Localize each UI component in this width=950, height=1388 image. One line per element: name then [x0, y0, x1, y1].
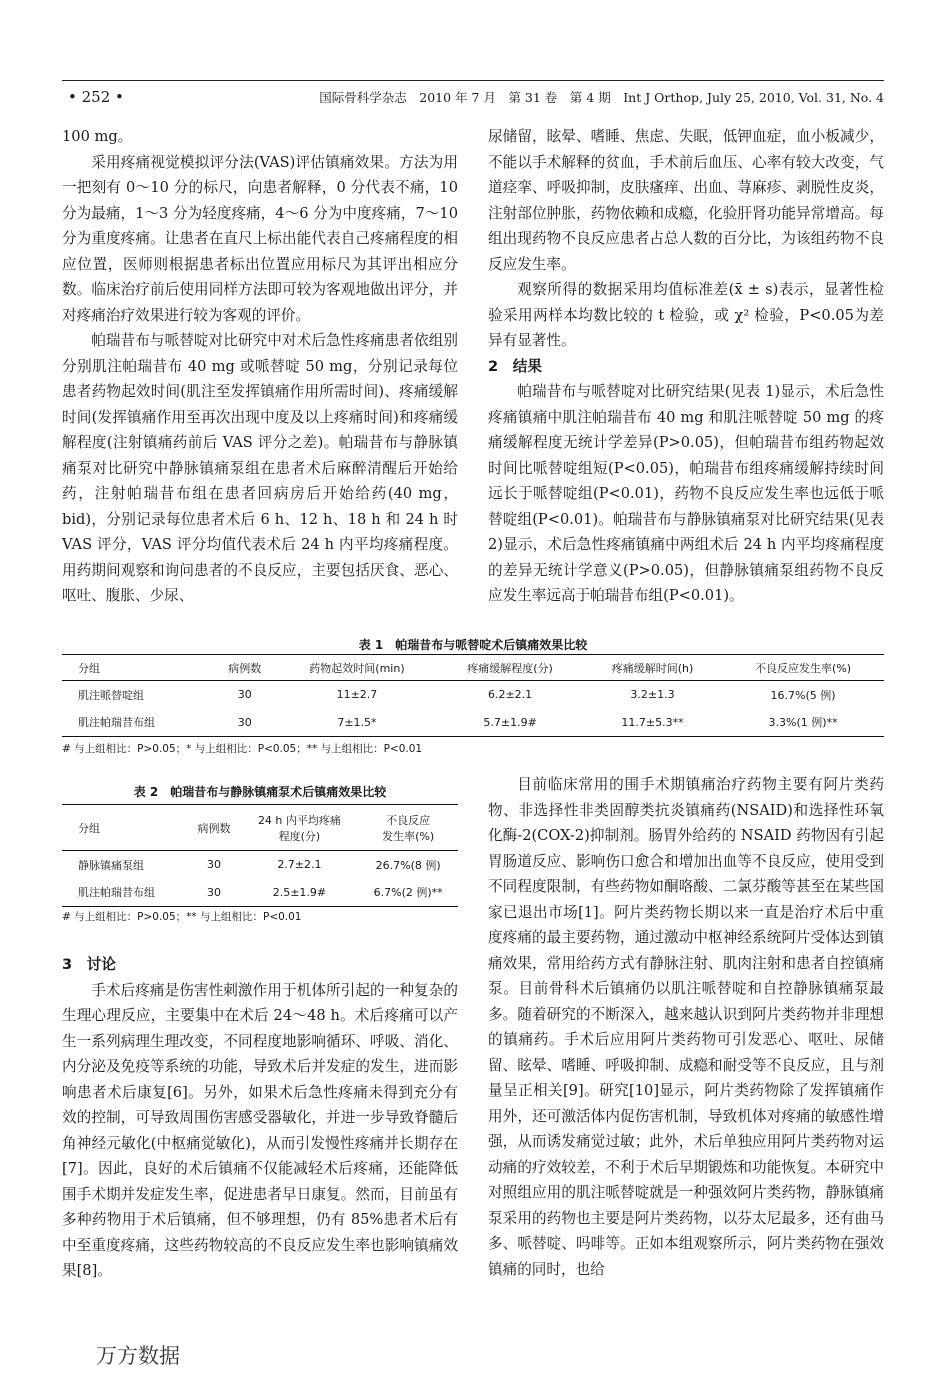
page-number: • 252 •: [68, 88, 124, 106]
table-cell: 肌注帕瑞昔布组: [62, 879, 188, 907]
paragraph: 尿储留，眩晕、嗜睡、焦虑、失眠，低钾血症，血小板减少，不能以手术解释的贫血，手术前后血压、心率有较大改变，气道痉挛、呼吸抑制，皮肤瘙痒、出血、荨麻疹、剥脱性皮炎，注射部位肿胀，药物依赖和成瘾，化验肝肾功能异常增高。每组出现药物不良反应患者占总人数的百分比，为该组药物不良反应发生率。: [488, 128, 884, 273]
table-cell: 11.7±5.3**: [583, 709, 722, 737]
header-rule: [62, 80, 884, 81]
table-header-line: 发生率(%): [382, 829, 435, 843]
table-header-row: [62, 655, 884, 681]
table1-note: # 与上组相比：P>0.05；* 与上组相比：P<0.05；** 与上组相比：P<0.01: [62, 743, 423, 755]
table-cell: 30: [207, 858, 222, 872]
table-cell: 30: [237, 688, 252, 702]
table-cell: 肌注帕瑞昔布组: [62, 709, 213, 737]
table-header: 疼痛缓解时间(h): [583, 655, 722, 681]
right-column-top: [488, 124, 884, 609]
table-header: [241, 805, 359, 851]
paragraph: 帕瑞昔布与哌替啶对比研究中对术后急性疼痛患者依组别分别肌注帕瑞昔布 40 mg 或哌替啶 50 mg，分别记录每位患者药物起效时间(肌注至发挥镇痛作用所需时间)、疼痛缓解时间(发挥镇痛作用至再次出现中度及以上疼痛时间)和疼痛缓解程度(注射镇痛药前后 VAS 评分之差)。帕瑞昔布与静脉镇痛泵对比研究中静脉镇痛泵组在患者术后麻醉清醒后开始给药，注射帕瑞昔布组在患者回病房后开始给药(40 mg，bid)，分别记录每位患者术后 6 h、12 h、18 h 和 24 h 时 VAS 评分，VAS 评分均值代表术后 24 h 内平均疼痛程度。用药期间观察和询问患者的不良反应，主要包括厌食、恶心、呕吐、腹胀、少尿、: [62, 332, 458, 604]
table-row: [62, 709, 884, 737]
table-cell: 7±1.5*: [277, 709, 438, 737]
table-header: 分组: [62, 655, 213, 681]
left-column-top: [62, 124, 458, 609]
paragraph: 观察所得的数据采用均值标准差(x̄ ± s)表示，显著性检验采用两样本均数比较的 t 检验，或 χ² 检验，P<0.05为差异有显著性。: [488, 281, 884, 349]
table-header-line: 24 h 内平均疼痛: [257, 813, 341, 827]
section-heading-results: 2 结果: [488, 357, 542, 375]
table-cell: 11±2.7: [336, 688, 378, 702]
table-cell: 3.3%(1 例)**: [722, 709, 884, 737]
table-header-line: 程度(分): [278, 829, 321, 843]
table-header: 疼痛缓解程度(分): [437, 655, 583, 681]
table-cell: 16.7%(5 例): [770, 688, 836, 702]
paragraph: 手术后疼痛是伤害性刺激作用于机体所引起的一种复杂的生理心理反应，主要集中在术后 24～48 h。术后疼痛可以产生一系列病理生理改变，不同程度地影响循环、呼吸、消化、内分泌及免疫等系统的功能，导致术后并发症的发生，进而影响患者术后康复[6]。另外，如果术后急性疼痛未得到充分有效的控制，可导致周围伤害感受器敏化，并进一步导致脊髓后角神经元敏化(中枢痛觉敏化)，从而引发慢性疼痛并长期存在[7]。因此，良好的术后镇痛不仅能减轻术后疼痛，还能降低围手术期并发症发生率，促进患者早日康复。然而，目前虽有多种药物用于术后镇痛，但不够理想，仍有 85%患者术后有中至重度疼痛，这些药物较高的不良反应发生率也影响镇痛效果[8]。: [62, 981, 458, 1279]
journal-citation: 国际骨科学杂志 2010 年 7 月 第 31 卷 第 4 期 Int J Orthop, July 25, 2010, Vol. 31, No. 4: [319, 90, 884, 105]
table-header-line: 不良反应: [386, 813, 431, 827]
table-cell: 3.2±1.3: [630, 688, 675, 702]
table-header: 病例数: [213, 655, 277, 681]
table-header: 药物起效时间(min): [277, 655, 438, 681]
table-header: 不良反应发生率(%): [722, 655, 884, 681]
table-row: [62, 851, 458, 879]
table-cell: 26.7%(8 例): [375, 858, 441, 872]
paragraph: 采用疼痛视觉模拟评分法(VAS)评估镇痛效果。方法为用一把刻有 0～10 分的标尺，向患者解释，0 分代表不痛，10 分为最痛，1～3 分为轻度疼痛，4～6 分为中度疼痛，7～10 分为重度疼痛。让患者在直尺上标出能代表自己疼痛程度的相应位置，医师则根据患者标出位置应用标尺为其评出相应分数。临床治疗前后使用同样方法即可较为客观地做出评分，并对疼痛治疗效果进行较为客观的评价。: [62, 153, 458, 324]
section-heading-discussion: 3 讨论: [62, 956, 116, 973]
paragraph: 100 mg。: [62, 128, 133, 145]
table2-caption: 表 2 帕瑞昔布与静脉镇痛泵术后镇痛效果比较: [133, 785, 387, 799]
table-cell: 6.2±2.1: [487, 688, 533, 702]
table-header-row: [62, 805, 458, 851]
table-cell: 静脉镇痛泵组: [78, 858, 144, 872]
watermark: 万方数据: [96, 1344, 180, 1368]
table-cell: 6.7%(2 例)**: [358, 879, 458, 907]
paragraph: 帕瑞昔布与哌替啶对比研究结果(见表 1)显示，术后急性疼痛镇痛中肌注帕瑞昔布 40 mg 和肌注哌替啶 50 mg 的疼痛缓解程度无统计学差异(P>0.05)，但帕瑞昔布组药物起效时间比哌替啶组短(P<0.05)，帕瑞昔布组疼痛缓解持续时间远长于哌替啶组(P<0.01)，药物不良反应发生率也远低于哌替啶组(P<0.01)。帕瑞昔布与静脉镇痛泵对比研究结果(见表 2)显示，术后急性疼痛镇痛中两组术后 24 h 内平均疼痛程度的差异无统计学意义(P>0.05)，但静脉镇痛泵组药物不良反应发生率远高于帕瑞昔布组(P<0.01)。: [488, 383, 884, 604]
table2: [62, 804, 458, 907]
table-cell: 肌注哌替啶组: [78, 688, 144, 702]
paragraph: 目前临床常用的围手术期镇痛治疗药物主要有阿片类药物、非选择性非类固醇类抗炎镇痛药(NSAID)和选择性环氧化酶-2(COX-2)抑制剂。肠胃外给药的 NSAID 药物因有引起胃肠道反应、影响伤口愈合和增加出血等不良反应，使用受到不同程度限制，有些药物如酮咯酸、二氯芬酸等甚至在某些国家已退出市场[1]。阿片类药物长期以来一直是治疗术后中重度疼痛的最主要药物，通过激动中枢神经系统阿片受体达到镇痛效果，常用给药方式有静脉注射、肌肉注射和患者自控镇痛泵。目前骨科术后镇痛仍以肌注哌替啶和自控静脉镇痛泵最多。随着研究的不断深入，越来越认识到阿片类药物并非理想的镇痛药。手术后应用阿片类药物可引发恶心、呕吐、尿储留、眩晕、嗜睡、呼吸抑制、成瘾和耐受等不良反应，且与剂量呈正相关[9]。研究[10]显示，阿片类药物除了发挥镇痛作用外，还可激活体内促伤害机制，导致机体对疼痛的敏感性增强，从而诱发痛觉过敏；此外，术后单独应用阿片类药物对运动痛的疗效较差，不利于术后早期锻炼和功能恢复。本研究中对照组应用的肌注哌替啶就是一种强效阿片类药物，静脉镇痛泵采用的药物也主要是阿片类药物，以芬太尼最多，还有曲马多、哌替啶、吗啡等。正如本组观察所示，阿片类药物在强效镇痛的同时，也给: [488, 776, 884, 1278]
table-header: 分组: [62, 805, 188, 851]
table1-caption: 表 1 帕瑞昔布与哌替啶术后镇痛效果比较: [358, 638, 588, 652]
table1: [62, 654, 884, 737]
right-column-bottom: [488, 772, 884, 1282]
table-cell: 2.7±2.1: [277, 858, 322, 872]
table-header: [358, 805, 458, 851]
table-row: [62, 681, 884, 709]
table2-note: # 与上组相比：P>0.05；** 与上组相比：P<0.01: [62, 911, 302, 923]
table-row: [62, 879, 458, 907]
table-header: 病例数: [188, 805, 241, 851]
table-cell: 2.5±1.9#: [241, 879, 359, 907]
table-cell: 30: [213, 709, 277, 737]
left-column-bottom: [62, 952, 458, 1284]
table-cell: 5.7±1.9#: [437, 709, 583, 737]
table-cell: 30: [188, 879, 241, 907]
